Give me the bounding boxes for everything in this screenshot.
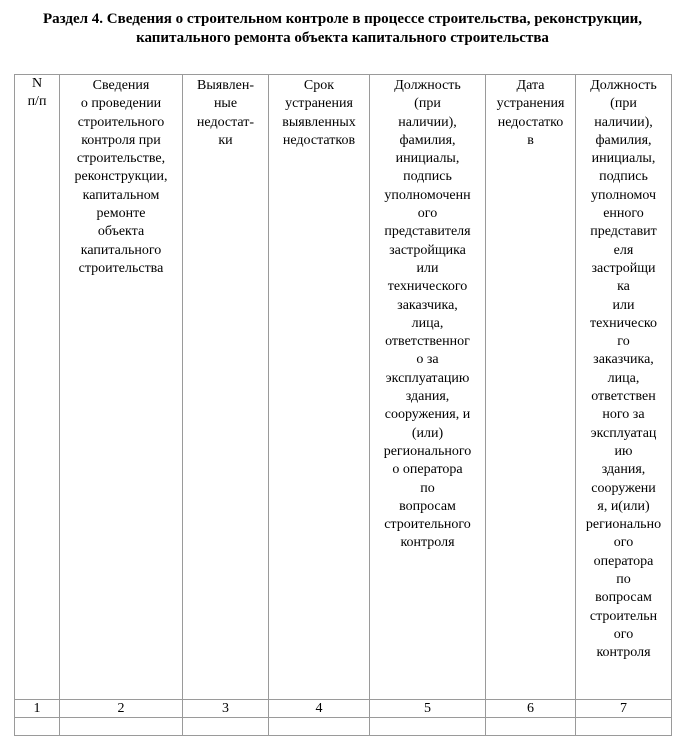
header-text-line: вопросам [399,498,456,514]
header-text [269,75,369,150]
column-number: 5 [370,700,486,718]
header-text-line: наличии), [398,114,457,130]
header-text-line: заказчика, [593,352,654,368]
header-text-line: контроля [400,535,455,551]
header-text-line: капитальном [82,187,160,203]
header-text-line: сооружения, и [384,407,471,423]
header-text-line: ремонте [96,206,146,222]
header-text-line: ного за [602,407,645,423]
empty-cell[interactable] [576,718,672,736]
header-text-line: строительн [589,608,658,624]
header-text-line: строительного [77,114,165,130]
header-text-line: подпись [403,169,452,185]
header-text-line: фамилия, [399,132,456,148]
header-text-line: (при [610,96,637,112]
header-text-line: ого [417,206,438,222]
header-text-line: уполномоч [590,187,657,203]
header-cell-control-info [60,75,183,700]
header-text-line: эксплуатац [590,425,657,441]
header-text-line: (при [414,96,441,112]
header-text-line: регионально [585,517,662,533]
header-text-line: представит [590,224,657,240]
empty-cell[interactable] [15,718,60,736]
header-text-line: устранения [496,96,565,112]
header-text-line: в [527,132,534,148]
header-text-line: или [612,297,635,313]
section-title [0,10,685,48]
header-text-line: Дата [516,78,545,93]
empty-cell[interactable] [60,718,183,736]
header-text-line: по [616,572,631,588]
header-text-line: лица, [607,370,640,386]
header-text-line: сооружени [591,480,656,496]
header-cell-representative [370,75,486,700]
header-text-line: недостатко [497,114,564,130]
column-number: 3 [183,700,269,718]
header-text-line: строительства [78,260,164,276]
header-cell-fix-deadline [269,75,370,700]
header-text-line: техническо [589,315,658,331]
header-text-line: инициалы, [395,151,460,167]
header-cell-representative-confirm [576,75,672,700]
header-text-line: контроля при [81,132,161,148]
header-text-line: вопросам [595,590,652,606]
header-text [370,75,485,553]
header-text [60,75,182,278]
header-text-line: ого [613,626,634,642]
header-text-line: ки [218,132,233,148]
header-text-line: эксплуатацию [385,370,470,386]
header-text-line: застройщи [591,260,656,276]
header-text-line: регионального [383,443,472,459]
header-text [576,75,671,663]
table-header-row [15,75,672,700]
section-title-line-2: капитального ремонта объекта капитального строительства [136,30,549,46]
column-number: 6 [486,700,576,718]
header-text-line: строительстве, [76,151,166,167]
section-title-line-1: Раздел 4. Сведения о строительном контроле в процессе строительства, реконструкции, [42,11,643,27]
header-text-line: я, и(или) [597,498,650,514]
table-empty-row [15,718,672,736]
header-text [183,75,268,150]
header-text-line: реконструкции, [74,169,168,185]
construction-control-table [14,74,672,736]
header-text-line: здания, [601,462,646,478]
empty-cell[interactable] [370,718,486,736]
header-text-line: лица, [411,315,444,331]
header-text-line: го [617,334,630,350]
header-text-line: выявленных [282,114,356,130]
empty-cell[interactable] [486,718,576,736]
header-text-line: Выявлен- [197,78,254,93]
header-cell-defects [183,75,269,700]
header-text-line: енного [603,206,644,222]
header-text-line: Сведения [92,78,150,93]
header-text-line: здания, [405,389,450,405]
header-text-line: или [416,260,439,276]
header-text-line: фамилия, [595,132,652,148]
header-text-line: ответствен [591,389,656,405]
column-number: 1 [15,700,60,718]
header-text-line: наличии), [594,114,653,130]
header-text-line: п/п [27,94,47,110]
empty-cell[interactable] [183,718,269,736]
header-text-line: еля [613,242,634,258]
column-number: 4 [269,700,370,718]
header-text-line: уполномоченн [384,187,471,203]
header-text [15,75,59,112]
header-text-line: устранения [285,96,353,112]
empty-cell[interactable] [269,718,370,736]
header-text-line: о за [416,352,439,368]
header-text-line: застройщика [389,242,466,258]
header-text-line: Срок [303,78,335,93]
header-text-line: о проведении [80,96,162,112]
header-text-line: оператора [593,553,654,569]
header-cell-fix-date [486,75,576,700]
header-cell-number [15,75,60,700]
header-text-line: инициалы, [591,151,656,167]
header-text-line: ию [614,443,633,459]
header-text-line: капитального [80,242,162,258]
header-text-line: N [31,76,43,91]
header-text-line: заказчика, [397,297,458,313]
header-text-line: ого [613,535,634,551]
header-text-line: Должность [590,78,657,93]
header-text-line: недостатков [282,132,356,148]
header-text-line: о оператора [392,462,463,478]
header-text-line: подпись [599,169,648,185]
header-text-line: строительного [384,517,471,533]
header-text-line: ответственног [385,334,470,350]
header-text-line: (или) [411,425,444,441]
column-number-row [15,700,672,718]
header-text-line: Должность [394,78,461,93]
header-text-line: по [420,480,435,496]
header-text-line: ные [213,96,238,112]
header-text-line: представителя [384,224,471,240]
header-text-line: недостат- [196,114,255,130]
header-text-line: технического [387,279,468,295]
column-number: 7 [576,700,672,718]
header-text-line: контроля [596,645,651,661]
header-text-line: ка [617,279,630,295]
header-text-line: объекта [97,224,145,240]
column-number: 2 [60,700,183,718]
header-text [486,75,575,150]
